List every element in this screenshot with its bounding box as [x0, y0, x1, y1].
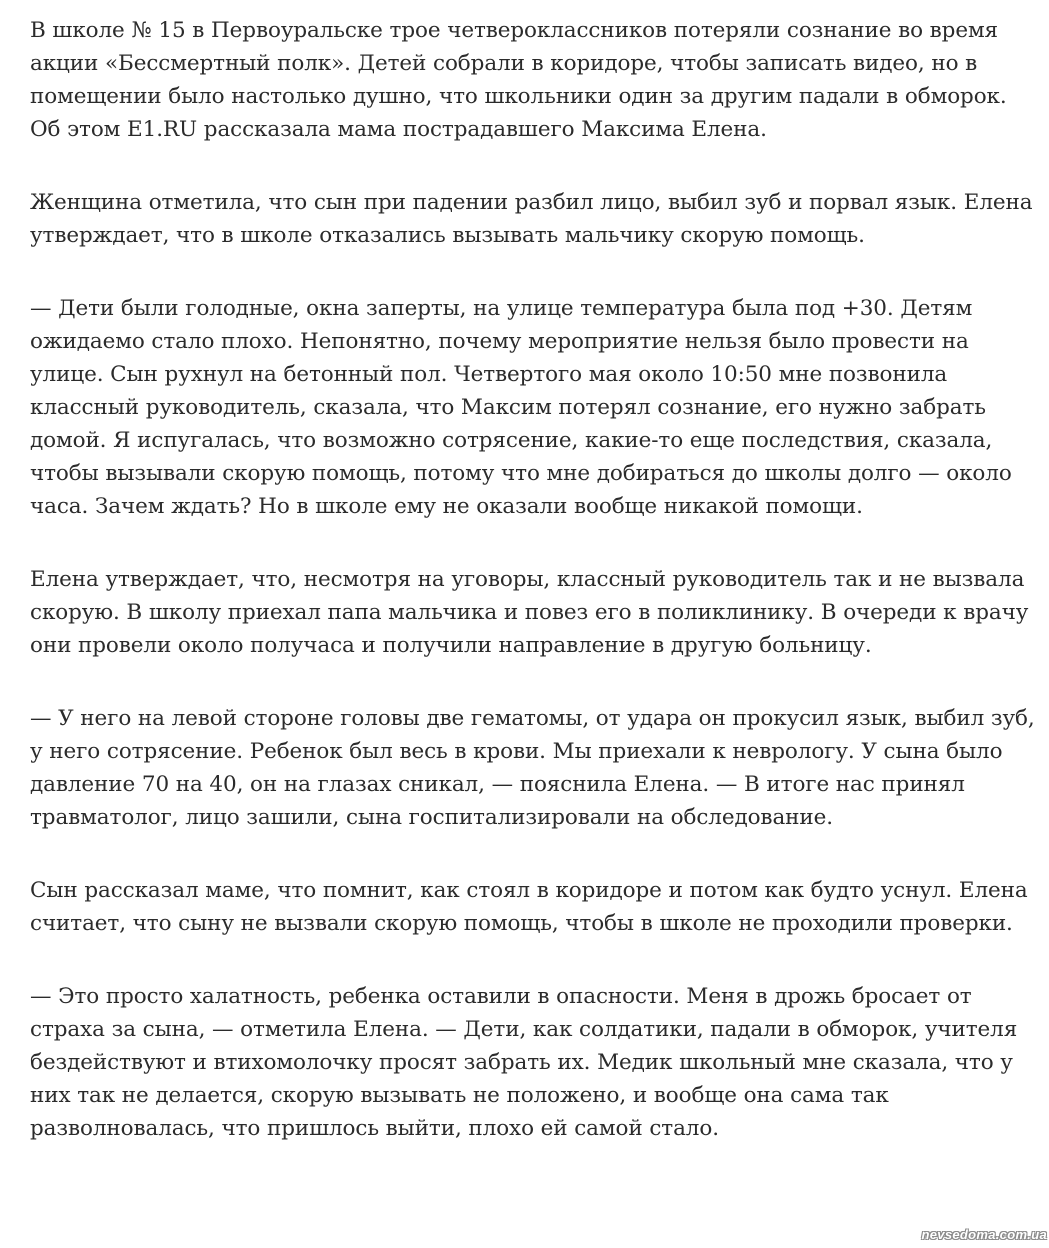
article-paragraph-4: Елена утверждает, что, несмотря на уговоры, классный руководитель так и не вызвала скорую. В школу приехал папа мальчика и повез его в поликлинику. В очереди к врачу они провели около получаса и получили направление в другую больницу. — [30, 567, 1029, 658]
site-watermark: nevsedoma.com.ua — [921, 1227, 1047, 1242]
article-paragraph-1: В школе № 15 в Первоуральске трое четвероклассников потеряли сознание во время акции «Бессмертный полк». Детей собрали в коридоре, чтобы записать видео, но в помещении было настолько душно, что школьники один за другим падали в обморок. Об этом E1.RU рассказала мама пострадавшего Максима Елена. — [30, 18, 1007, 142]
article-paragraph-2: Женщина отметила, что сын при падении разбил лицо, выбил зуб и порвал язык. Елена утверждает, что в школе отказались вызывать мальчику скорую помощь. — [30, 190, 1033, 248]
article-paragraph-7: — Это просто халатность, ребенка оставили в опасности. Меня в дрожь бросает от страха за сына, — отметила Елена. — Дети, как солдатики, падали в обморок, учителя бездействуют и втихомолочку просят забрать их. Медик школьный мне сказала, что у них так не делается, скорую вызывать не положено, и вообще она сама так разволновалась, что пришлось выйти, плохо ей самой стало. — [30, 984, 1018, 1141]
article-paragraph-6: Сын рассказал маме, что помнит, как стоял в коридоре и потом как будто уснул. Елена считает, что сыну не вызвали скорую помощь, чтобы в школе не проходили проверки. — [30, 878, 1028, 936]
article-paragraph-5: — У него на левой стороне головы две гематомы, от удара он прокусил язык, выбил зуб, у него сотрясение. Ребенок был весь в крови. Мы приехали к неврологу. У сына было давление 70 на 40, он на глазах сникал, — пояснила Елена. — В итоге нас принял травматолог, лицо зашили, сына госпитализировали на обследование. — [30, 706, 1035, 830]
article-paragraph-3: — Дети были голодные, окна заперты, на улице температура была под +30. Детям ожидаемо стало плохо. Непонятно, почему мероприятие нельзя было провести на улице. Сын рухнул на бетонный пол. Четвертого мая около 10:50 мне позвонила классный руководитель, сказала, что Максим потерял сознание, его нужно забрать домой. Я испугалась, что возможно сотрясение, какие-то еще последствия, сказала, чтобы вызывали скорую помощь, потому что мне добираться до школы долго — около часа. Зачем ждать? Но в школе ему не оказали вообще никакой помощи. — [30, 296, 1012, 519]
article-body — [30, 14, 1035, 1145]
